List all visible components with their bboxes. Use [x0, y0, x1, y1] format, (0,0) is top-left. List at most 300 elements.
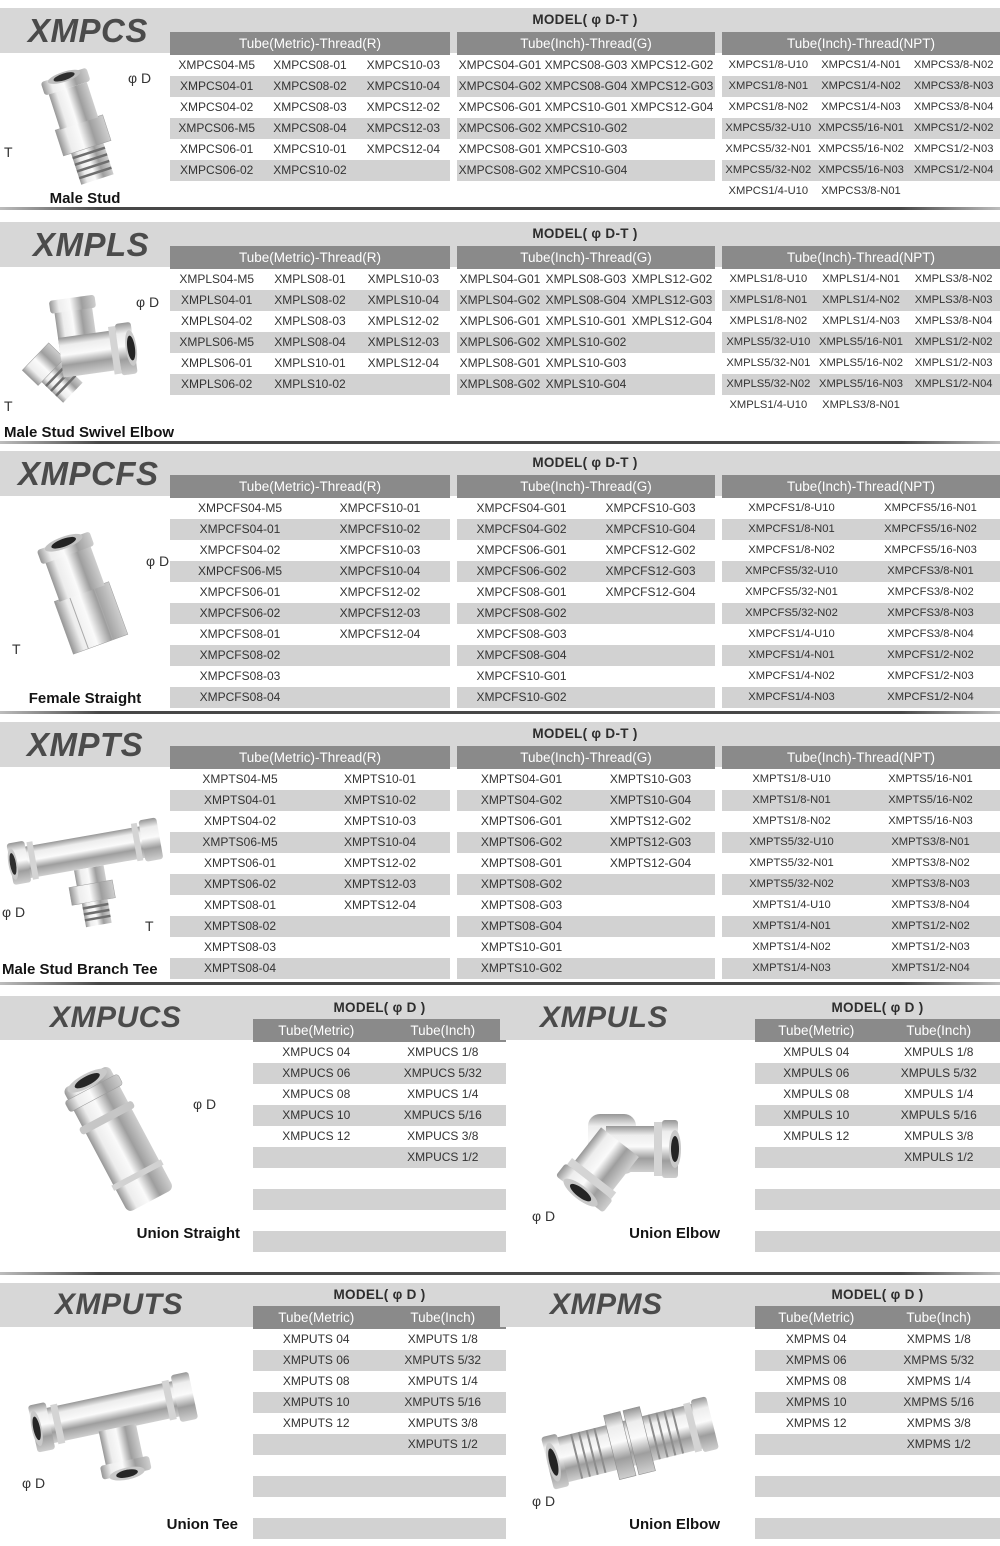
dim-label-phi-d: φ D — [128, 70, 152, 86]
table-row — [722, 540, 1000, 561]
model-cell: XMPULS 10 — [783, 1108, 850, 1122]
model-cell: XMPLS10-01 — [274, 356, 346, 370]
model-cell: XMPTS06-G02 — [480, 835, 563, 849]
table-row — [170, 353, 450, 374]
model-cell: XMPCFS08-G01 — [476, 585, 567, 599]
table-row — [755, 1147, 1000, 1168]
model-cell: XMPCFS5/16-N02 — [884, 523, 977, 535]
product-panel — [0, 246, 175, 441]
table-row — [170, 139, 450, 160]
model-cell: XMPTS10-G01 — [480, 940, 563, 954]
model-cell — [380, 1189, 507, 1210]
table-row — [170, 519, 450, 540]
model-cell: XMPCS1/2-N02 — [913, 122, 994, 134]
model-cell: XMPLS08-G04 — [545, 293, 627, 307]
model-cell: XMPCFS12-04 — [339, 627, 421, 641]
model-cell: XMPCS5/32-N02 — [725, 164, 812, 176]
model-cell: XMPCS12-G04 — [630, 100, 714, 114]
model-cell — [380, 1497, 507, 1518]
table-row — [253, 1189, 506, 1210]
model-cell: XMPCS3/8-N03 — [913, 80, 994, 92]
model-cell: XMPCS1/4-N03 — [821, 101, 901, 113]
model-cell: XMPCFS1/4-N03 — [748, 691, 835, 703]
model-header: MODEL( φ D-T ) — [532, 455, 638, 470]
model-cell: XMPTS5/16-N02 — [888, 794, 973, 806]
model-cell: XMPCS1/4-N01 — [821, 59, 901, 71]
model-cell: XMPMS 10 — [785, 1395, 847, 1409]
model-cell: XMPUTS 06 — [282, 1353, 350, 1367]
series-title: XMPULS — [540, 1001, 669, 1034]
table-row — [755, 1518, 1000, 1539]
product-caption: Union Tee — [166, 1516, 238, 1533]
model-cell: XMPLS12-G04 — [631, 314, 713, 328]
model-cell: XMPCS08-01 — [273, 58, 347, 72]
model-cell: XMPMS 5/32 — [903, 1353, 975, 1367]
table-row — [755, 1455, 1000, 1476]
table-row — [722, 181, 1000, 202]
model-cell: XMPLS08-G01 — [459, 356, 541, 370]
model-cell: XMPTS10-02 — [343, 793, 417, 807]
model-cell: XMPCFS5/16-N03 — [884, 544, 977, 556]
table-row — [170, 895, 450, 916]
model-cell: XMPLS5/16-N03 — [819, 378, 903, 390]
model-cell: XMPULS 5/16 — [900, 1108, 977, 1122]
product-panel — [0, 475, 170, 711]
model-cell: XMPLS1/8-U10 — [729, 273, 808, 285]
model-cell: XMPCS1/8-N01 — [728, 80, 809, 92]
table-row — [755, 1168, 1000, 1189]
model-cell: XMPLS1/4-U10 — [729, 399, 808, 411]
model-cell: XMPCFS10-04 — [339, 564, 421, 578]
model-cell: XMPCS06-G02 — [458, 121, 542, 135]
table-row — [722, 395, 1000, 416]
table-row — [253, 1168, 506, 1189]
column-header-metric: Tube(Metric) — [778, 1023, 855, 1038]
model-cell — [586, 937, 715, 958]
table-row — [722, 687, 1000, 708]
model-cell: XMPTS10-03 — [343, 814, 417, 828]
table-row — [170, 76, 450, 97]
table-row — [457, 603, 715, 624]
table-row — [755, 1371, 1000, 1392]
product-caption: Female Straight — [28, 690, 142, 707]
model-cell: XMPMS 5/16 — [903, 1395, 975, 1409]
model-cell: XMPLS10-G04 — [545, 377, 627, 391]
model-cell: XMPULS 04 — [783, 1045, 850, 1059]
model-cell: XMPTS08-02 — [203, 919, 277, 933]
table-row — [722, 603, 1000, 624]
table-row — [170, 160, 450, 181]
model-cell: XMPCFS1/2-N04 — [887, 691, 974, 703]
model-cell: XMPUCS 08 — [282, 1087, 351, 1101]
table-row — [253, 1084, 506, 1105]
product-caption: Male Stud Swivel Elbow — [4, 424, 175, 441]
model-cell — [586, 687, 715, 708]
section-xmpts — [0, 722, 1000, 982]
table-row — [170, 874, 450, 895]
dim-label-phi-d: φ D — [532, 1493, 556, 1509]
table-row — [457, 519, 715, 540]
model-cell: XMPLS1/4-N03 — [822, 315, 900, 327]
model-cell: XMPLS1/2-N03 — [914, 357, 993, 369]
model-cell: XMPCS06-01 — [179, 142, 254, 156]
model-cell: XMPLS3/8-N01 — [822, 399, 900, 411]
table-row — [253, 1392, 506, 1413]
table-row — [253, 1126, 506, 1147]
models-table — [253, 1019, 506, 1252]
table-row — [722, 332, 1000, 353]
model-cell: XMPULS 1/2 — [904, 1150, 974, 1164]
model-cell: XMPCFS1/2-N02 — [887, 649, 974, 661]
model-cell: XMPTS12-G02 — [609, 814, 692, 828]
model-cell: XMPMS 1/2 — [906, 1437, 971, 1451]
table-row — [253, 1455, 506, 1476]
series-title: XMPMS — [550, 1288, 663, 1321]
model-cell: XMPTS04-02 — [203, 814, 277, 828]
section-divider — [0, 982, 1000, 985]
model-cell — [253, 1518, 380, 1539]
table-row — [722, 160, 1000, 181]
model-cell: XMPUTS 1/2 — [407, 1437, 478, 1451]
model-cell: XMPTS08-G01 — [480, 856, 563, 870]
model-cell: XMPUTS 1/8 — [407, 1332, 478, 1346]
models-table-inch-npt — [722, 475, 1000, 708]
series-title: XMPTS — [27, 726, 144, 763]
table-row — [755, 1392, 1000, 1413]
table-row — [457, 790, 715, 811]
model-cell: XMPLS1/4-N01 — [822, 273, 900, 285]
model-cell — [629, 353, 715, 374]
model-cell: XMPCFS08-G04 — [476, 648, 567, 662]
series-title: XMPUCS — [50, 1001, 182, 1034]
model-cell: XMPCFS3/8-N02 — [887, 586, 974, 598]
model-cell: XMPCS1/4-U10 — [728, 185, 809, 197]
model-cell: XMPLS10-G01 — [545, 314, 627, 328]
dim-label-phi-d: φ D — [193, 1096, 217, 1112]
models-table — [253, 1306, 506, 1539]
section-divider — [0, 711, 1000, 714]
model-cell — [586, 666, 715, 687]
model-cell: XMPCS5/32-U10 — [725, 122, 812, 134]
table-row — [457, 160, 715, 181]
model-cell: XMPLS12-G03 — [631, 293, 713, 307]
model-cell: XMPTS04-G02 — [480, 793, 563, 807]
model-cell — [629, 160, 715, 181]
table-row — [755, 1497, 1000, 1518]
model-cell: XMPCS10-G02 — [544, 121, 628, 135]
model-cell: XMPCS08-03 — [273, 100, 347, 114]
model-cell: XMPCS04-G01 — [458, 58, 542, 72]
model-cell: XMPLS12-02 — [367, 314, 440, 328]
model-cell: XMPLS10-03 — [367, 272, 440, 286]
model-cell: XMPLS1/2-N02 — [914, 336, 993, 348]
table-row — [170, 645, 450, 666]
model-cell: XMPUCS 1/4 — [407, 1087, 479, 1101]
model-cell: XMPCFS12-03 — [339, 606, 421, 620]
model-cell: XMPCFS10-01 — [339, 501, 421, 515]
model-cell: XMPCS06-02 — [179, 163, 254, 177]
model-cell: XMPTS3/8-N02 — [891, 857, 970, 869]
model-cell: XMPTS06-02 — [203, 877, 277, 891]
table-row — [457, 269, 715, 290]
model-cell: XMPCFS3/8-N03 — [887, 607, 974, 619]
dim-label-t: T — [12, 641, 21, 657]
column-header-metric: Tube(Metric) — [278, 1310, 355, 1325]
section-divider — [0, 207, 1000, 210]
model-cell: XMPLS04-02 — [180, 314, 253, 328]
models-table-metric-r — [170, 32, 450, 181]
table-row — [170, 624, 450, 645]
table-row — [755, 1189, 1000, 1210]
model-cell — [586, 916, 715, 937]
model-cell: XMPLS08-04 — [274, 335, 346, 349]
table-row — [457, 937, 715, 958]
table-row — [755, 1042, 1000, 1063]
model-cell: XMPCS08-04 — [273, 121, 347, 135]
model-cell — [629, 139, 715, 160]
model-cell: XMPCS04-01 — [179, 79, 254, 93]
model-cell: XMPTS06-01 — [203, 856, 277, 870]
model-cell: XMPTS08-03 — [203, 940, 277, 954]
model-cell — [629, 374, 715, 395]
model-cell — [253, 1168, 380, 1189]
model-cell: XMPCS10-G04 — [544, 163, 628, 177]
model-cell — [310, 958, 450, 979]
table-row — [457, 832, 715, 853]
table-row — [457, 958, 715, 979]
table-row — [457, 97, 715, 118]
table-row — [755, 1413, 1000, 1434]
model-cell: XMPCFS12-G04 — [605, 585, 696, 599]
model-cell: XMPCFS3/8-N01 — [887, 565, 974, 577]
model-cell — [629, 118, 715, 139]
model-cell: XMPCFS06-01 — [199, 585, 281, 599]
model-cell: XMPCS08-G03 — [544, 58, 628, 72]
model-cell — [586, 958, 715, 979]
table-row — [253, 1147, 506, 1168]
table-row — [457, 332, 715, 353]
table-row — [722, 582, 1000, 603]
model-cell — [253, 1455, 380, 1476]
table-row — [170, 97, 450, 118]
model-cell: XMPTS5/32-N01 — [749, 857, 834, 869]
model-cell: XMPTS5/16-N03 — [888, 815, 973, 827]
model-cell: XMPULS 5/32 — [900, 1066, 977, 1080]
table-row — [722, 645, 1000, 666]
table-row — [170, 582, 450, 603]
table-row — [457, 666, 715, 687]
model-cell: XMPCS06-M5 — [178, 121, 255, 135]
table-row — [722, 55, 1000, 76]
model-cell — [878, 1231, 1000, 1252]
model-cell: XMPCFS10-G02 — [476, 690, 567, 704]
model-cell: XMPLS5/16-N01 — [819, 336, 903, 348]
product-caption: Union Elbow — [629, 1225, 720, 1242]
column-header-metric: Tube(Metric) — [278, 1023, 355, 1038]
model-cell — [878, 1210, 1000, 1231]
model-cell — [253, 1147, 380, 1168]
model-cell — [755, 1518, 878, 1539]
model-cell — [878, 1455, 1000, 1476]
product-photo-union-elbow — [530, 1076, 720, 1236]
table-row — [722, 561, 1000, 582]
table-row — [457, 895, 715, 916]
model-cell: XMPTS1/4-N02 — [752, 941, 831, 953]
model-cell: XMPUTS 3/8 — [407, 1416, 478, 1430]
column-group-header: Tube(Inch)-Thread(G) — [457, 32, 715, 55]
model-cell: XMPCS08-02 — [273, 79, 347, 93]
model-cell — [755, 1231, 878, 1252]
model-cell: XMPTS10-G02 — [480, 961, 563, 975]
model-cell: XMPTS08-G03 — [480, 898, 563, 912]
section-divider — [0, 441, 1000, 444]
model-cell: XMPMS 1/8 — [906, 1332, 971, 1346]
model-cell: XMPCFS10-G03 — [605, 501, 696, 515]
column-header-inch: Tube(Inch) — [906, 1310, 972, 1325]
model-cell: XMPTS08-G02 — [480, 877, 563, 891]
table-row — [457, 290, 715, 311]
model-cell: XMPTS12-G03 — [609, 835, 692, 849]
models-table-metric-r — [170, 246, 450, 395]
model-cell: XMPCS3/8-N04 — [913, 101, 994, 113]
product-photo-union-straight — [20, 1056, 220, 1221]
table-row — [457, 874, 715, 895]
model-cell: XMPTS04-01 — [203, 793, 277, 807]
table-row — [253, 1063, 506, 1084]
table-row — [457, 353, 715, 374]
table-row — [253, 1210, 506, 1231]
table-row — [170, 666, 450, 687]
model-cell: XMPCFS1/4-U10 — [748, 628, 835, 640]
model-cell: XMPTS10-G03 — [609, 772, 692, 786]
model-cell: XMPCFS04-G01 — [476, 501, 567, 515]
model-cell: XMPCS08-G01 — [458, 142, 542, 156]
table-row — [755, 1476, 1000, 1497]
model-cell: XMPLS06-G01 — [459, 314, 541, 328]
model-cell: XMPCS04-M5 — [178, 58, 255, 72]
table-row — [457, 624, 715, 645]
section-divider — [0, 1272, 1000, 1275]
model-cell: XMPCFS1/4-N02 — [748, 670, 835, 682]
model-cell — [586, 603, 715, 624]
model-cell: XMPLS10-G03 — [545, 356, 627, 370]
section-xmputs — [0, 1283, 500, 1546]
model-cell: XMPCS10-04 — [366, 79, 441, 93]
model-cell: XMPLS06-G02 — [459, 335, 541, 349]
product-panel — [0, 32, 170, 207]
model-cell — [310, 666, 450, 687]
table-row — [755, 1105, 1000, 1126]
model-cell: XMPMS 04 — [785, 1332, 847, 1346]
table-row — [755, 1084, 1000, 1105]
table-row — [253, 1476, 506, 1497]
model-cell: XMPCS1/2-N04 — [913, 164, 994, 176]
product-caption: Union Elbow — [629, 1516, 720, 1533]
table-row — [253, 1434, 506, 1455]
model-cell: XMPULS 06 — [783, 1066, 850, 1080]
model-cell: XMPLS3/8-N04 — [914, 315, 993, 327]
table-row — [722, 498, 1000, 519]
model-cell — [755, 1497, 878, 1518]
model-cell: XMPTS08-G04 — [480, 919, 563, 933]
column-group-header — [755, 1306, 1000, 1329]
model-cell — [755, 1434, 878, 1455]
model-cell: XMPTS12-02 — [343, 856, 417, 870]
table-row — [253, 1371, 506, 1392]
model-cell: XMPCS12-02 — [366, 100, 441, 114]
model-cell: XMPLS06-M5 — [179, 335, 255, 349]
model-cell: XMPCS06-G01 — [458, 100, 542, 114]
table-row — [170, 118, 450, 139]
section-xmpucs — [0, 996, 500, 1264]
model-cell: XMPCS10-01 — [273, 142, 347, 156]
table-row — [722, 374, 1000, 395]
table-row — [253, 1350, 506, 1371]
model-cell — [357, 160, 450, 181]
model-cell: XMPCFS08-G02 — [476, 606, 567, 620]
model-cell: XMPCFS04-02 — [199, 543, 281, 557]
table-row — [457, 76, 715, 97]
dim-label-phi-d: φ D — [22, 1475, 46, 1491]
model-cell: XMPLS08-G02 — [459, 377, 541, 391]
model-cell — [380, 1231, 507, 1252]
model-cell — [380, 1518, 507, 1539]
table-row — [170, 790, 450, 811]
table-row — [457, 853, 715, 874]
model-cell — [755, 1168, 878, 1189]
table-row — [722, 290, 1000, 311]
model-cell: XMPCFS3/8-N04 — [887, 628, 974, 640]
model-cell: XMPCS12-03 — [366, 121, 441, 135]
model-cell: XMPCS3/8-N01 — [821, 185, 901, 197]
model-cell — [253, 1434, 380, 1455]
model-cell: XMPTS04-G01 — [480, 772, 563, 786]
table-row — [457, 582, 715, 603]
model-cell: XMPUCS 3/8 — [407, 1129, 479, 1143]
model-cell — [755, 1210, 878, 1231]
model-cell: XMPCFS08-03 — [199, 669, 281, 683]
model-cell: XMPCFS08-G03 — [476, 627, 567, 641]
model-cell: XMPLS12-G02 — [631, 272, 713, 286]
model-cell: XMPCS1/8-N02 — [728, 101, 809, 113]
model-cell: XMPCS10-03 — [366, 58, 441, 72]
model-cell — [253, 1497, 380, 1518]
model-cell: XMPCFS04-M5 — [197, 501, 283, 515]
table-row — [722, 790, 1000, 811]
model-cell: XMPMS 08 — [785, 1374, 847, 1388]
table-row — [170, 832, 450, 853]
table-row — [722, 353, 1000, 374]
model-cell: XMPCFS12-G02 — [605, 543, 696, 557]
table-row — [722, 958, 1000, 979]
model-cell: XMPULS 3/8 — [904, 1129, 974, 1143]
model-cell: XMPTS12-04 — [343, 898, 417, 912]
table-row — [722, 624, 1000, 645]
model-cell: XMPUCS 1/8 — [407, 1045, 479, 1059]
model-cell: XMPCS10-G03 — [544, 142, 628, 156]
section-xmpcfs — [0, 451, 1000, 711]
series-title: XMPUTS — [55, 1288, 184, 1321]
table-row — [722, 666, 1000, 687]
model-cell: XMPTS3/8-N01 — [891, 836, 970, 848]
table-row — [722, 118, 1000, 139]
table-row — [253, 1231, 506, 1252]
model-cell: XMPLS08-02 — [274, 293, 346, 307]
model-cell — [629, 332, 715, 353]
table-row — [170, 311, 450, 332]
model-cell — [755, 1455, 878, 1476]
model-cell: XMPCFS04-G02 — [476, 522, 567, 536]
